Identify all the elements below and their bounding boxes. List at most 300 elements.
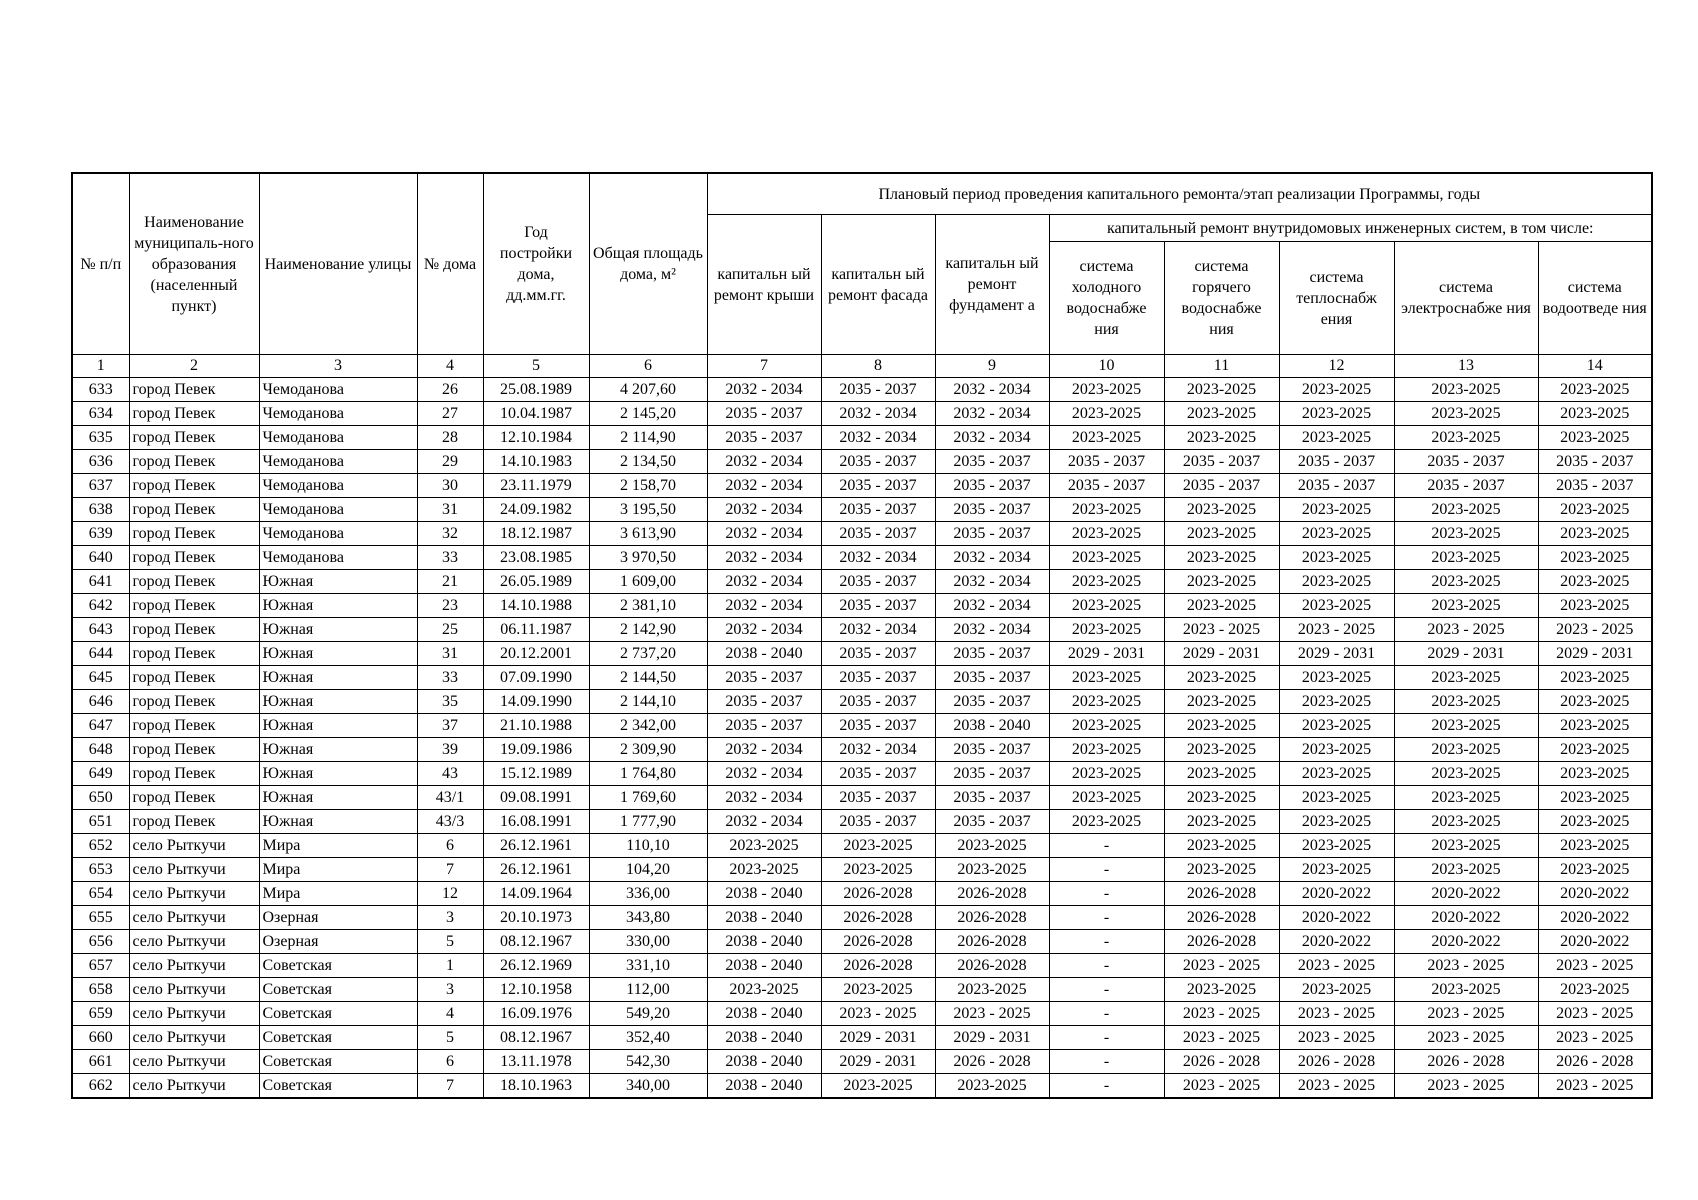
- foundation-cell: 2035 - 2037: [935, 786, 1049, 810]
- row-num: 656: [72, 930, 129, 954]
- facade-cell: 2032 - 2034: [821, 618, 935, 642]
- area-cell: 549,20: [589, 1002, 707, 1026]
- sewer-cell: 2023-2025: [1538, 834, 1652, 858]
- facade-cell: 2035 - 2037: [821, 714, 935, 738]
- roof-cell: 2032 - 2034: [707, 786, 821, 810]
- year-cell: 23.08.1985: [483, 546, 589, 570]
- facade-cell: 2032 - 2034: [821, 546, 935, 570]
- heating-cell: 2023 - 2025: [1279, 1002, 1394, 1026]
- row-num: 643: [72, 618, 129, 642]
- year-cell: 16.08.1991: [483, 810, 589, 834]
- electric-cell: 2023 - 2025: [1394, 954, 1538, 978]
- hot-water-cell: 2023-2025: [1164, 426, 1279, 450]
- row-num: 635: [72, 426, 129, 450]
- foundation-cell: 2035 - 2037: [935, 522, 1049, 546]
- year-cell: 16.09.1976: [483, 1002, 589, 1026]
- house-cell: 23: [417, 594, 483, 618]
- electric-cell: 2020-2022: [1394, 930, 1538, 954]
- header-municipality: Наименование муниципаль-ного образования (населенный пункт): [129, 173, 259, 355]
- roof-cell: 2032 - 2034: [707, 810, 821, 834]
- sewer-cell: 2020-2022: [1538, 882, 1652, 906]
- sewer-cell: 2023 - 2025: [1538, 1002, 1652, 1026]
- area-cell: 352,40: [589, 1026, 707, 1050]
- year-cell: 21.10.1988: [483, 714, 589, 738]
- cold-water-cell: 2023-2025: [1049, 738, 1164, 762]
- capital-repair-table: [71, 172, 1653, 1099]
- electric-cell: 2023-2025: [1394, 786, 1538, 810]
- foundation-cell: 2026-2028: [935, 906, 1049, 930]
- hot-water-cell: 2023-2025: [1164, 690, 1279, 714]
- area-cell: 3 195,50: [589, 498, 707, 522]
- year-cell: 10.04.1987: [483, 402, 589, 426]
- facade-cell: 2035 - 2037: [821, 378, 935, 402]
- municipality-cell: село Рыткучи: [129, 882, 259, 906]
- street-cell: Советская: [259, 1074, 417, 1099]
- sewer-cell: 2023 - 2025: [1538, 1074, 1652, 1099]
- year-cell: 14.09.1964: [483, 882, 589, 906]
- municipality-cell: село Рыткучи: [129, 1026, 259, 1050]
- hot-water-cell: 2023 - 2025: [1164, 1026, 1279, 1050]
- cold-water-cell: 2023-2025: [1049, 690, 1164, 714]
- roof-cell: 2038 - 2040: [707, 1026, 821, 1050]
- heating-cell: 2023-2025: [1279, 738, 1394, 762]
- street-cell: Мира: [259, 834, 417, 858]
- heating-cell: 2023-2025: [1279, 786, 1394, 810]
- header-systems-band: капитальный ремонт внутридомовых инженерных систем, в том числе:: [1049, 215, 1652, 242]
- street-cell: Южная: [259, 618, 417, 642]
- electric-cell: 2023-2025: [1394, 978, 1538, 1002]
- foundation-cell: 2023-2025: [935, 834, 1049, 858]
- table-row: [72, 1074, 1652, 1099]
- table-row: [72, 402, 1652, 426]
- municipality-cell: село Рыткучи: [129, 1074, 259, 1099]
- year-cell: 18.10.1963: [483, 1074, 589, 1099]
- street-cell: Южная: [259, 594, 417, 618]
- area-cell: 2 381,10: [589, 594, 707, 618]
- house-cell: 30: [417, 474, 483, 498]
- column-number: 9: [935, 355, 1049, 378]
- house-cell: 27: [417, 402, 483, 426]
- municipality-cell: город Певек: [129, 402, 259, 426]
- heating-cell: 2020-2022: [1279, 930, 1394, 954]
- street-cell: Озерная: [259, 906, 417, 930]
- column-number: 11: [1164, 355, 1279, 378]
- sewer-cell: 2023-2025: [1538, 810, 1652, 834]
- sewer-cell: 2029 - 2031: [1538, 642, 1652, 666]
- area-cell: 2 309,90: [589, 738, 707, 762]
- sewer-cell: 2020-2022: [1538, 906, 1652, 930]
- area-cell: 336,00: [589, 882, 707, 906]
- heating-cell: 2023-2025: [1279, 498, 1394, 522]
- area-cell: 2 737,20: [589, 642, 707, 666]
- facade-cell: 2026-2028: [821, 906, 935, 930]
- hot-water-cell: 2035 - 2037: [1164, 450, 1279, 474]
- year-cell: 26.12.1961: [483, 858, 589, 882]
- electric-cell: 2023-2025: [1394, 498, 1538, 522]
- header-sewer: система водоотведе ния: [1538, 242, 1652, 355]
- facade-cell: 2035 - 2037: [821, 642, 935, 666]
- foundation-cell: 2032 - 2034: [935, 594, 1049, 618]
- facade-cell: 2026-2028: [821, 930, 935, 954]
- area-cell: 1 777,90: [589, 810, 707, 834]
- cold-water-cell: 2023-2025: [1049, 810, 1164, 834]
- area-cell: 112,00: [589, 978, 707, 1002]
- heating-cell: 2023-2025: [1279, 402, 1394, 426]
- municipality-cell: город Певек: [129, 450, 259, 474]
- table-row: [72, 498, 1652, 522]
- area-cell: 542,30: [589, 1050, 707, 1074]
- year-cell: 15.12.1989: [483, 762, 589, 786]
- hot-water-cell: 2023 - 2025: [1164, 954, 1279, 978]
- roof-cell: 2035 - 2037: [707, 666, 821, 690]
- area-cell: 2 134,50: [589, 450, 707, 474]
- column-number: 6: [589, 355, 707, 378]
- facade-cell: 2035 - 2037: [821, 810, 935, 834]
- header-roof: капитальн ый ремонт крыши: [707, 215, 821, 355]
- year-cell: 06.11.1987: [483, 618, 589, 642]
- table-row: [72, 690, 1652, 714]
- street-cell: Советская: [259, 1026, 417, 1050]
- sewer-cell: 2023-2025: [1538, 858, 1652, 882]
- electric-cell: 2023-2025: [1394, 594, 1538, 618]
- sewer-cell: 2023-2025: [1538, 978, 1652, 1002]
- electric-cell: 2035 - 2037: [1394, 450, 1538, 474]
- table-row: [72, 786, 1652, 810]
- table-row: [72, 642, 1652, 666]
- area-cell: 3 970,50: [589, 546, 707, 570]
- street-cell: Южная: [259, 666, 417, 690]
- foundation-cell: 2032 - 2034: [935, 570, 1049, 594]
- year-cell: 18.12.1987: [483, 522, 589, 546]
- municipality-cell: город Певек: [129, 594, 259, 618]
- year-cell: 26.05.1989: [483, 570, 589, 594]
- row-num: 637: [72, 474, 129, 498]
- house-cell: 3: [417, 978, 483, 1002]
- facade-cell: 2026-2028: [821, 882, 935, 906]
- cold-water-cell: -: [1049, 1050, 1164, 1074]
- cold-water-cell: 2023-2025: [1049, 426, 1164, 450]
- heating-cell: 2023-2025: [1279, 546, 1394, 570]
- street-cell: Чемоданова: [259, 546, 417, 570]
- house-cell: 26: [417, 378, 483, 402]
- year-cell: 25.08.1989: [483, 378, 589, 402]
- foundation-cell: 2035 - 2037: [935, 642, 1049, 666]
- street-cell: Чемоданова: [259, 378, 417, 402]
- electric-cell: 2023-2025: [1394, 378, 1538, 402]
- row-num: 649: [72, 762, 129, 786]
- table-row: [72, 546, 1652, 570]
- heating-cell: 2023-2025: [1279, 594, 1394, 618]
- hot-water-cell: 2023-2025: [1164, 762, 1279, 786]
- year-cell: 07.09.1990: [483, 666, 589, 690]
- foundation-cell: 2023-2025: [935, 1074, 1049, 1099]
- row-num: 634: [72, 402, 129, 426]
- cold-water-cell: -: [1049, 954, 1164, 978]
- facade-cell: 2032 - 2034: [821, 402, 935, 426]
- street-cell: Советская: [259, 1002, 417, 1026]
- street-cell: Чемоданова: [259, 498, 417, 522]
- facade-cell: 2023-2025: [821, 834, 935, 858]
- heating-cell: 2023-2025: [1279, 834, 1394, 858]
- sewer-cell: 2023-2025: [1538, 762, 1652, 786]
- sewer-cell: 2023-2025: [1538, 498, 1652, 522]
- municipality-cell: село Рыткучи: [129, 906, 259, 930]
- year-cell: 14.10.1983: [483, 450, 589, 474]
- column-number-row: [72, 355, 1652, 378]
- cold-water-cell: 2023-2025: [1049, 762, 1164, 786]
- heating-cell: 2026 - 2028: [1279, 1050, 1394, 1074]
- foundation-cell: 2035 - 2037: [935, 810, 1049, 834]
- foundation-cell: 2032 - 2034: [935, 378, 1049, 402]
- municipality-cell: город Певек: [129, 786, 259, 810]
- street-cell: Чемоданова: [259, 402, 417, 426]
- foundation-cell: 2035 - 2037: [935, 762, 1049, 786]
- row-num: 648: [72, 738, 129, 762]
- cold-water-cell: 2035 - 2037: [1049, 474, 1164, 498]
- municipality-cell: село Рыткучи: [129, 834, 259, 858]
- heating-cell: 2023-2025: [1279, 666, 1394, 690]
- year-cell: 24.09.1982: [483, 498, 589, 522]
- foundation-cell: 2026-2028: [935, 930, 1049, 954]
- sewer-cell: 2023-2025: [1538, 594, 1652, 618]
- column-number: 10: [1049, 355, 1164, 378]
- heating-cell: 2023 - 2025: [1279, 1026, 1394, 1050]
- roof-cell: 2032 - 2034: [707, 738, 821, 762]
- table-row: [72, 426, 1652, 450]
- roof-cell: 2035 - 2037: [707, 690, 821, 714]
- column-number: 8: [821, 355, 935, 378]
- municipality-cell: село Рыткучи: [129, 858, 259, 882]
- house-cell: 6: [417, 834, 483, 858]
- hot-water-cell: 2023 - 2025: [1164, 1002, 1279, 1026]
- sewer-cell: 2023 - 2025: [1538, 618, 1652, 642]
- table-row: [72, 450, 1652, 474]
- heating-cell: 2029 - 2031: [1279, 642, 1394, 666]
- table-row: [72, 474, 1652, 498]
- table-row: [72, 522, 1652, 546]
- hot-water-cell: 2026-2028: [1164, 930, 1279, 954]
- year-cell: 08.12.1967: [483, 930, 589, 954]
- roof-cell: 2038 - 2040: [707, 906, 821, 930]
- house-cell: 37: [417, 714, 483, 738]
- hot-water-cell: 2023-2025: [1164, 810, 1279, 834]
- heating-cell: 2023-2025: [1279, 426, 1394, 450]
- sewer-cell: 2023-2025: [1538, 738, 1652, 762]
- electric-cell: 2020-2022: [1394, 882, 1538, 906]
- foundation-cell: 2023 - 2025: [935, 1002, 1049, 1026]
- row-num: 646: [72, 690, 129, 714]
- cold-water-cell: 2023-2025: [1049, 786, 1164, 810]
- heating-cell: 2023-2025: [1279, 378, 1394, 402]
- facade-cell: 2023-2025: [821, 1074, 935, 1099]
- electric-cell: 2023-2025: [1394, 714, 1538, 738]
- roof-cell: 2035 - 2037: [707, 402, 821, 426]
- foundation-cell: 2032 - 2034: [935, 546, 1049, 570]
- electric-cell: 2023-2025: [1394, 402, 1538, 426]
- municipality-cell: село Рыткучи: [129, 1050, 259, 1074]
- house-cell: 31: [417, 498, 483, 522]
- hot-water-cell: 2023-2025: [1164, 546, 1279, 570]
- table-row: [72, 714, 1652, 738]
- table-row: [72, 666, 1652, 690]
- facade-cell: 2035 - 2037: [821, 498, 935, 522]
- cold-water-cell: 2023-2025: [1049, 546, 1164, 570]
- row-num: 636: [72, 450, 129, 474]
- row-num: 633: [72, 378, 129, 402]
- electric-cell: 2023-2025: [1394, 738, 1538, 762]
- area-cell: 2 142,90: [589, 618, 707, 642]
- hot-water-cell: 2023 - 2025: [1164, 1074, 1279, 1099]
- hot-water-cell: 2023-2025: [1164, 834, 1279, 858]
- roof-cell: 2035 - 2037: [707, 426, 821, 450]
- cold-water-cell: -: [1049, 906, 1164, 930]
- table-row: [72, 738, 1652, 762]
- cold-water-cell: 2023-2025: [1049, 378, 1164, 402]
- house-cell: 21: [417, 570, 483, 594]
- header-heating: система теплоснабж ения: [1279, 242, 1394, 355]
- area-cell: 340,00: [589, 1074, 707, 1099]
- row-num: 645: [72, 666, 129, 690]
- heating-cell: 2023-2025: [1279, 858, 1394, 882]
- facade-cell: 2029 - 2031: [821, 1050, 935, 1074]
- header-electric: система электроснабже ния: [1394, 242, 1538, 355]
- street-cell: Чемоданова: [259, 522, 417, 546]
- street-cell: Южная: [259, 570, 417, 594]
- facade-cell: 2035 - 2037: [821, 450, 935, 474]
- cold-water-cell: -: [1049, 930, 1164, 954]
- heating-cell: 2023 - 2025: [1279, 954, 1394, 978]
- foundation-cell: 2035 - 2037: [935, 474, 1049, 498]
- roof-cell: 2032 - 2034: [707, 522, 821, 546]
- hot-water-cell: 2035 - 2037: [1164, 474, 1279, 498]
- roof-cell: 2032 - 2034: [707, 762, 821, 786]
- row-num: 650: [72, 786, 129, 810]
- hot-water-cell: 2023-2025: [1164, 666, 1279, 690]
- municipality-cell: село Рыткучи: [129, 978, 259, 1002]
- street-cell: Чемоданова: [259, 450, 417, 474]
- house-cell: 5: [417, 930, 483, 954]
- table-row: [72, 954, 1652, 978]
- header-hot-water: система горячего водоснабже ния: [1164, 242, 1279, 355]
- heating-cell: 2020-2022: [1279, 906, 1394, 930]
- electric-cell: 2020-2022: [1394, 906, 1538, 930]
- street-cell: Советская: [259, 978, 417, 1002]
- house-cell: 1: [417, 954, 483, 978]
- house-cell: 43/1: [417, 786, 483, 810]
- document-page: [71, 172, 1651, 1099]
- electric-cell: 2023 - 2025: [1394, 618, 1538, 642]
- row-num: 638: [72, 498, 129, 522]
- foundation-cell: 2026-2028: [935, 954, 1049, 978]
- cold-water-cell: -: [1049, 1002, 1164, 1026]
- municipality-cell: город Певек: [129, 666, 259, 690]
- roof-cell: 2032 - 2034: [707, 450, 821, 474]
- electric-cell: 2035 - 2037: [1394, 474, 1538, 498]
- table-row: [72, 834, 1652, 858]
- sewer-cell: 2023-2025: [1538, 690, 1652, 714]
- electric-cell: 2023 - 2025: [1394, 1026, 1538, 1050]
- cold-water-cell: 2029 - 2031: [1049, 642, 1164, 666]
- electric-cell: 2023-2025: [1394, 426, 1538, 450]
- hot-water-cell: 2023-2025: [1164, 594, 1279, 618]
- area-cell: 3 613,90: [589, 522, 707, 546]
- table-header: [72, 173, 1652, 378]
- street-cell: Чемоданова: [259, 426, 417, 450]
- roof-cell: 2032 - 2034: [707, 498, 821, 522]
- municipality-cell: село Рыткучи: [129, 1002, 259, 1026]
- area-cell: 2 342,00: [589, 714, 707, 738]
- foundation-cell: 2032 - 2034: [935, 618, 1049, 642]
- area-cell: 104,20: [589, 858, 707, 882]
- municipality-cell: село Рыткучи: [129, 954, 259, 978]
- table-row: [72, 930, 1652, 954]
- year-cell: 14.10.1988: [483, 594, 589, 618]
- facade-cell: 2023-2025: [821, 858, 935, 882]
- electric-cell: 2023-2025: [1394, 666, 1538, 690]
- heating-cell: 2023-2025: [1279, 522, 1394, 546]
- header-year: Год постройки дома, дд.мм.гг.: [483, 173, 589, 355]
- sewer-cell: 2023-2025: [1538, 570, 1652, 594]
- hot-water-cell: 2023-2025: [1164, 402, 1279, 426]
- hot-water-cell: 2023-2025: [1164, 786, 1279, 810]
- column-number: 7: [707, 355, 821, 378]
- electric-cell: 2023-2025: [1394, 858, 1538, 882]
- heating-cell: 2023 - 2025: [1279, 618, 1394, 642]
- foundation-cell: 2038 - 2040: [935, 714, 1049, 738]
- cold-water-cell: 2023-2025: [1049, 714, 1164, 738]
- year-cell: 13.11.1978: [483, 1050, 589, 1074]
- municipality-cell: село Рыткучи: [129, 930, 259, 954]
- column-number: 13: [1394, 355, 1538, 378]
- foundation-cell: 2035 - 2037: [935, 450, 1049, 474]
- municipality-cell: город Певек: [129, 570, 259, 594]
- street-cell: Южная: [259, 714, 417, 738]
- header-foundation: капитальн ый ремонт фундамент а: [935, 215, 1049, 355]
- municipality-cell: город Певек: [129, 522, 259, 546]
- house-cell: 7: [417, 1074, 483, 1099]
- street-cell: Чемоданова: [259, 474, 417, 498]
- column-number: 12: [1279, 355, 1394, 378]
- table-body: [72, 378, 1652, 1099]
- sewer-cell: 2020-2022: [1538, 930, 1652, 954]
- table-row: [72, 1026, 1652, 1050]
- house-cell: 33: [417, 666, 483, 690]
- street-cell: Озерная: [259, 930, 417, 954]
- header-house: № дома: [417, 173, 483, 355]
- table-row: [72, 1050, 1652, 1074]
- row-num: 653: [72, 858, 129, 882]
- header-num: № п/п: [72, 173, 129, 355]
- sewer-cell: 2023-2025: [1538, 378, 1652, 402]
- roof-cell: 2023-2025: [707, 978, 821, 1002]
- foundation-cell: 2035 - 2037: [935, 738, 1049, 762]
- facade-cell: 2023-2025: [821, 978, 935, 1002]
- street-cell: Мира: [259, 882, 417, 906]
- year-cell: 20.10.1973: [483, 906, 589, 930]
- table-row: [72, 618, 1652, 642]
- table-row: [72, 906, 1652, 930]
- roof-cell: 2038 - 2040: [707, 954, 821, 978]
- sewer-cell: 2035 - 2037: [1538, 450, 1652, 474]
- roof-cell: 2032 - 2034: [707, 546, 821, 570]
- cold-water-cell: -: [1049, 978, 1164, 1002]
- municipality-cell: город Певек: [129, 498, 259, 522]
- roof-cell: 2023-2025: [707, 858, 821, 882]
- header-street: Наименование улицы: [259, 173, 417, 355]
- cold-water-cell: 2023-2025: [1049, 666, 1164, 690]
- row-num: 655: [72, 906, 129, 930]
- table-row: [72, 570, 1652, 594]
